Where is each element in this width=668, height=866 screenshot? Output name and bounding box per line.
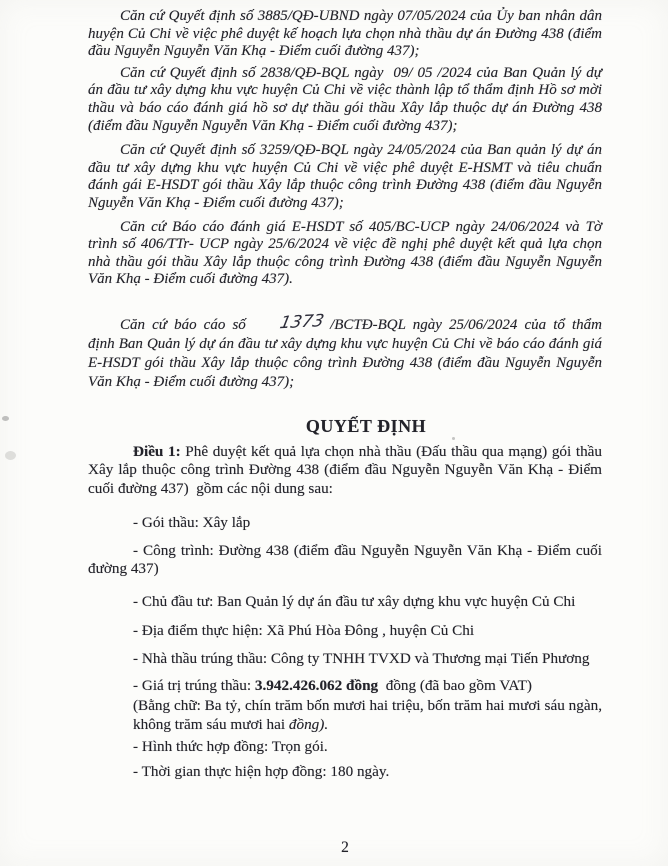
article-1-paragraph — [88, 442, 606, 498]
page-number: 2 — [341, 839, 349, 856]
preamble-paragraph-4: Căn cứ Báo cáo đánh giá E-HSDT số 405/BC-UCP ngày 24/06/2024 và Tờ trình số 406/TTr- UCP ngày 25/6/2024 về việc đề nghị phê duyệt kết quả lựa chọn nhà thầu gói thầu Xây lắp thuộc công trình Đường 438 (điểm đầu Nguyễn Nguyễn Văn Khạ - Điểm cuối đường 437). — [88, 218, 606, 288]
list-item-location: - Địa điểm thực hiện: Xã Phú Hòa Đông , huyện Củ Chi — [133, 621, 475, 639]
handwritten-report-number: 1373 — [277, 310, 326, 334]
amount-in-words-text: (Bằng chữ: Ba tỷ, chín trăm bốn mươi hai triệu, bốn trăm hai mươi sáu ngàn, không trăm sáu mươi hai — [133, 697, 606, 733]
preamble-paragraph-1: Căn cứ Quyết định số 3885/QĐ-UBND ngày 07/05/2024 của Ủy ban nhân dân huyện Củ Chi về việc phê duyệt kế hoạch lựa chọn nhà thầu dự án Đường 438 (điểm đầu Nguyễn Nguyễn Văn Khạ - Điểm cuối đường 437); — [88, 8, 606, 60]
list-item-contract-value — [88, 677, 602, 695]
list-item-investor: - Chủ đầu tư: Ban Quản lý dự án đầu tư xây dựng khu vực huyện Củ Chi — [133, 593, 576, 611]
contract-value-suffix: đồng (đã bao gồm VAT) — [378, 677, 532, 695]
scan-artifact-speck — [2, 416, 9, 421]
decision-heading: QUYẾT ĐỊNH — [305, 415, 427, 436]
report-number-suffix: /BCTĐ-BQL ngày 25/06/2024 của tổ thẩm định Ban Quản lý dự án đầu tư xây dựng khu vực huyện Củ Chi về báo cáo đánh giá E-HSDT gói thầu Xây lắp thuộc công trình Đường 438 (điểm đầu Nguyễn Nguyễn Văn Khạ - Điểm cuối đường 437); — [88, 316, 606, 390]
amount-in-words — [133, 697, 606, 734]
article-1-label: Điều 1: — [133, 442, 181, 460]
scan-artifact-speck — [5, 451, 16, 460]
report-number-prefix: Căn cứ báo cáo số — [120, 316, 246, 333]
preamble-paragraph-3: Căn cứ Quyết định số 3259/QĐ-BQL ngày 24/05/2024 của Ban quản lý dự án đầu tư xây dựng khu vực huyện Củ Chi về việc phê duyệt E-HSMT và tiêu chuẩn đánh gái E-HSDT gói thầu Xây lắp thuộc công trình Đường 438 (điểm đầu Nguyễn Nguyễn Văn Khạ - Điểm cuối đường 437); — [88, 142, 606, 211]
list-item-contract-duration: - Thời gian thực hiện hợp đồng: 180 ngày. — [133, 763, 390, 781]
preamble-paragraph-2: Căn cứ Quyết định số 2838/QĐ-BQL ngày 09/ 05 /2024 của Ban Quản lý dự án đầu tư xây dựng khu vực huyện Củ Chi về việc thành lập tổ thẩm định Hồ sơ mời thầu và báo cáo đánh giá hồ sơ dự thầu gói thầu Xây lắp thuộc dự án Đường 438 (điểm đầu Nguyễn Nguyễn Văn Khạ - Điểm cuối đường 437); — [88, 64, 606, 134]
article-1-text: Phê duyệt kết quả lựa chọn nhà thầu (Đấu thầu qua mạng) gói thầu Xây lắp thuộc công trình Đường 438 (điểm đầu Nguyễn Nguyễn Văn Khạ - Điểm cuối đường 437) gồm các nội dung sau: — [88, 442, 606, 497]
list-item-package-name: - Gói thầu: Xây lắp — [133, 513, 251, 531]
contract-value-label: - Giá trị trúng thầu: — [133, 677, 255, 695]
preamble-section — [88, 8, 606, 392]
list-item-contract-type: - Hình thức hợp đồng: Trọn gói. — [133, 737, 328, 755]
contract-value-amount: 3.942.426.062 đồng — [254, 677, 379, 695]
list-item-winning-contractor: - Nhà thầu trúng thầu: Công ty TNHH TVXD và Thương mại Tiến Phương — [133, 649, 590, 667]
scan-artifact-speck — [452, 437, 455, 440]
list-item-project-name: - Công trình: Đường 438 (điểm đầu Nguyễn Nguyễn Văn Khạ - Điểm cuối đường 437) — [88, 542, 606, 578]
preamble-paragraph-5 — [88, 310, 606, 392]
amount-in-words-currency: đồng). — [288, 715, 329, 733]
